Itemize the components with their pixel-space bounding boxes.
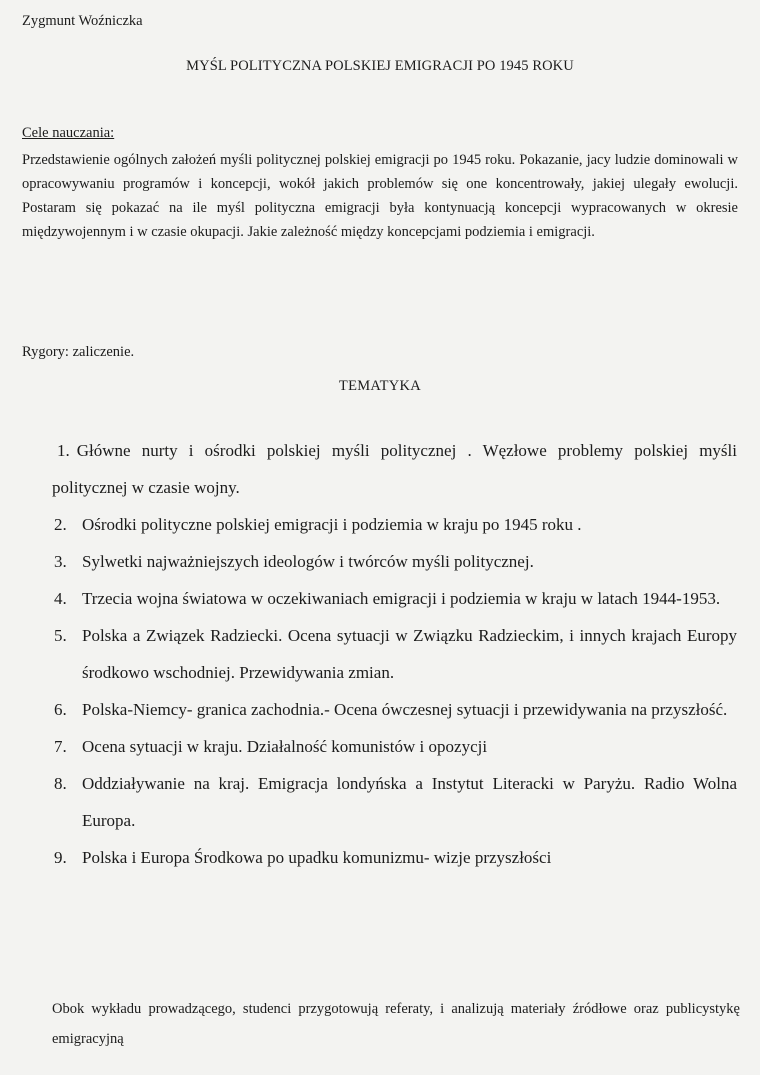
- rigors-line: Rygory: zaliczenie.: [22, 344, 135, 360]
- topic-number: 3.: [54, 552, 67, 571]
- topic-item-1: [52, 432, 737, 506]
- topic-item-5: [52, 617, 737, 691]
- topic-number: 4.: [54, 589, 67, 608]
- topic-text: Polska a Związek Radziecki. Ocena sytuacji w Związku Radzieckim, i innych krajach Europy środkowo wschodniej. Przewidywania zmian.: [82, 626, 737, 682]
- topic-item-8: [52, 765, 737, 839]
- author-name: Zygmunt Woźniczka: [22, 13, 143, 29]
- topic-number: 8.: [54, 774, 67, 793]
- topic-text: Sylwetki najważniejszych ideologów i twórców myśli politycznej.: [82, 552, 534, 571]
- topic-text: Polska i Europa Środkowa po upadku komunizmu- wizje przyszłości: [82, 848, 552, 867]
- topic-item-6: [52, 691, 737, 728]
- topic-item-7: [52, 728, 737, 765]
- goals-heading: Cele nauczania:: [22, 125, 115, 141]
- closing-paragraph: Obok wykładu prowadzącego, studenci przygotowują referaty, i analizują materiały źródłowe oraz publicystykę emigracyjną: [52, 1001, 740, 1047]
- goals-paragraph: Przedstawienie ogólnych założeń myśli politycznej polskiej emigracji po 1945 roku. Pokazanie, jacy ludzie dominowali w opracowywaniu programów i koncepcji, wokół jakich problemów się one koncentrowały, jakiej ulegały ewolucji. Postaram się pokazać na ile myśl polityczna emigracji była kontynuacją koncepcji wypracowanych w okresie międzywojennym i w czasie okupacji. Jakie zależność między koncepcjami podziemia i emigracji.: [22, 152, 738, 240]
- document-title: MYŚL POLITYCZNA POLSKIEJ EMIGRACJI PO 1945 ROKU: [186, 58, 574, 74]
- topic-text: Trzecia wojna światowa w oczekiwaniach emigracji i podziemia w kraju w latach 1944-1953.: [82, 589, 721, 608]
- topic-number: 6.: [54, 700, 67, 719]
- topic-item-4: [52, 580, 737, 617]
- topic-item-3: [52, 543, 737, 580]
- topic-text: Polska-Niemcy- granica zachodnia.- Ocena ówczesnej sytuacji i przewidywania na przyszłość.: [82, 700, 728, 719]
- topic-number: 2.: [54, 515, 67, 534]
- topic-number: 5.: [54, 626, 67, 645]
- topic-text: Ocena sytuacji w kraju. Działalność komunistów i opozycji: [82, 737, 488, 756]
- topics-heading: TEMATYKA: [338, 378, 422, 394]
- topic-text: Ośrodki polityczne polskiej emigracji i podziemia w kraju po 1945 roku .: [82, 515, 582, 534]
- topic-number: 1.: [57, 441, 70, 460]
- topic-item-2: [52, 506, 737, 543]
- topic-number: 7.: [54, 737, 67, 756]
- topic-item-9: [52, 839, 737, 876]
- topic-text: Główne nurty i ośrodki polskiej myśli politycznej . Węzłowe problemy polskiej myśli politycznej w czasie wojny.: [52, 441, 737, 497]
- topic-number: 9.: [54, 848, 67, 867]
- topics-list: [52, 432, 737, 876]
- topic-text: Oddziaływanie na kraj. Emigracja londyńska a Instytut Literacki w Paryżu. Radio Wolna Europa.: [82, 774, 737, 830]
